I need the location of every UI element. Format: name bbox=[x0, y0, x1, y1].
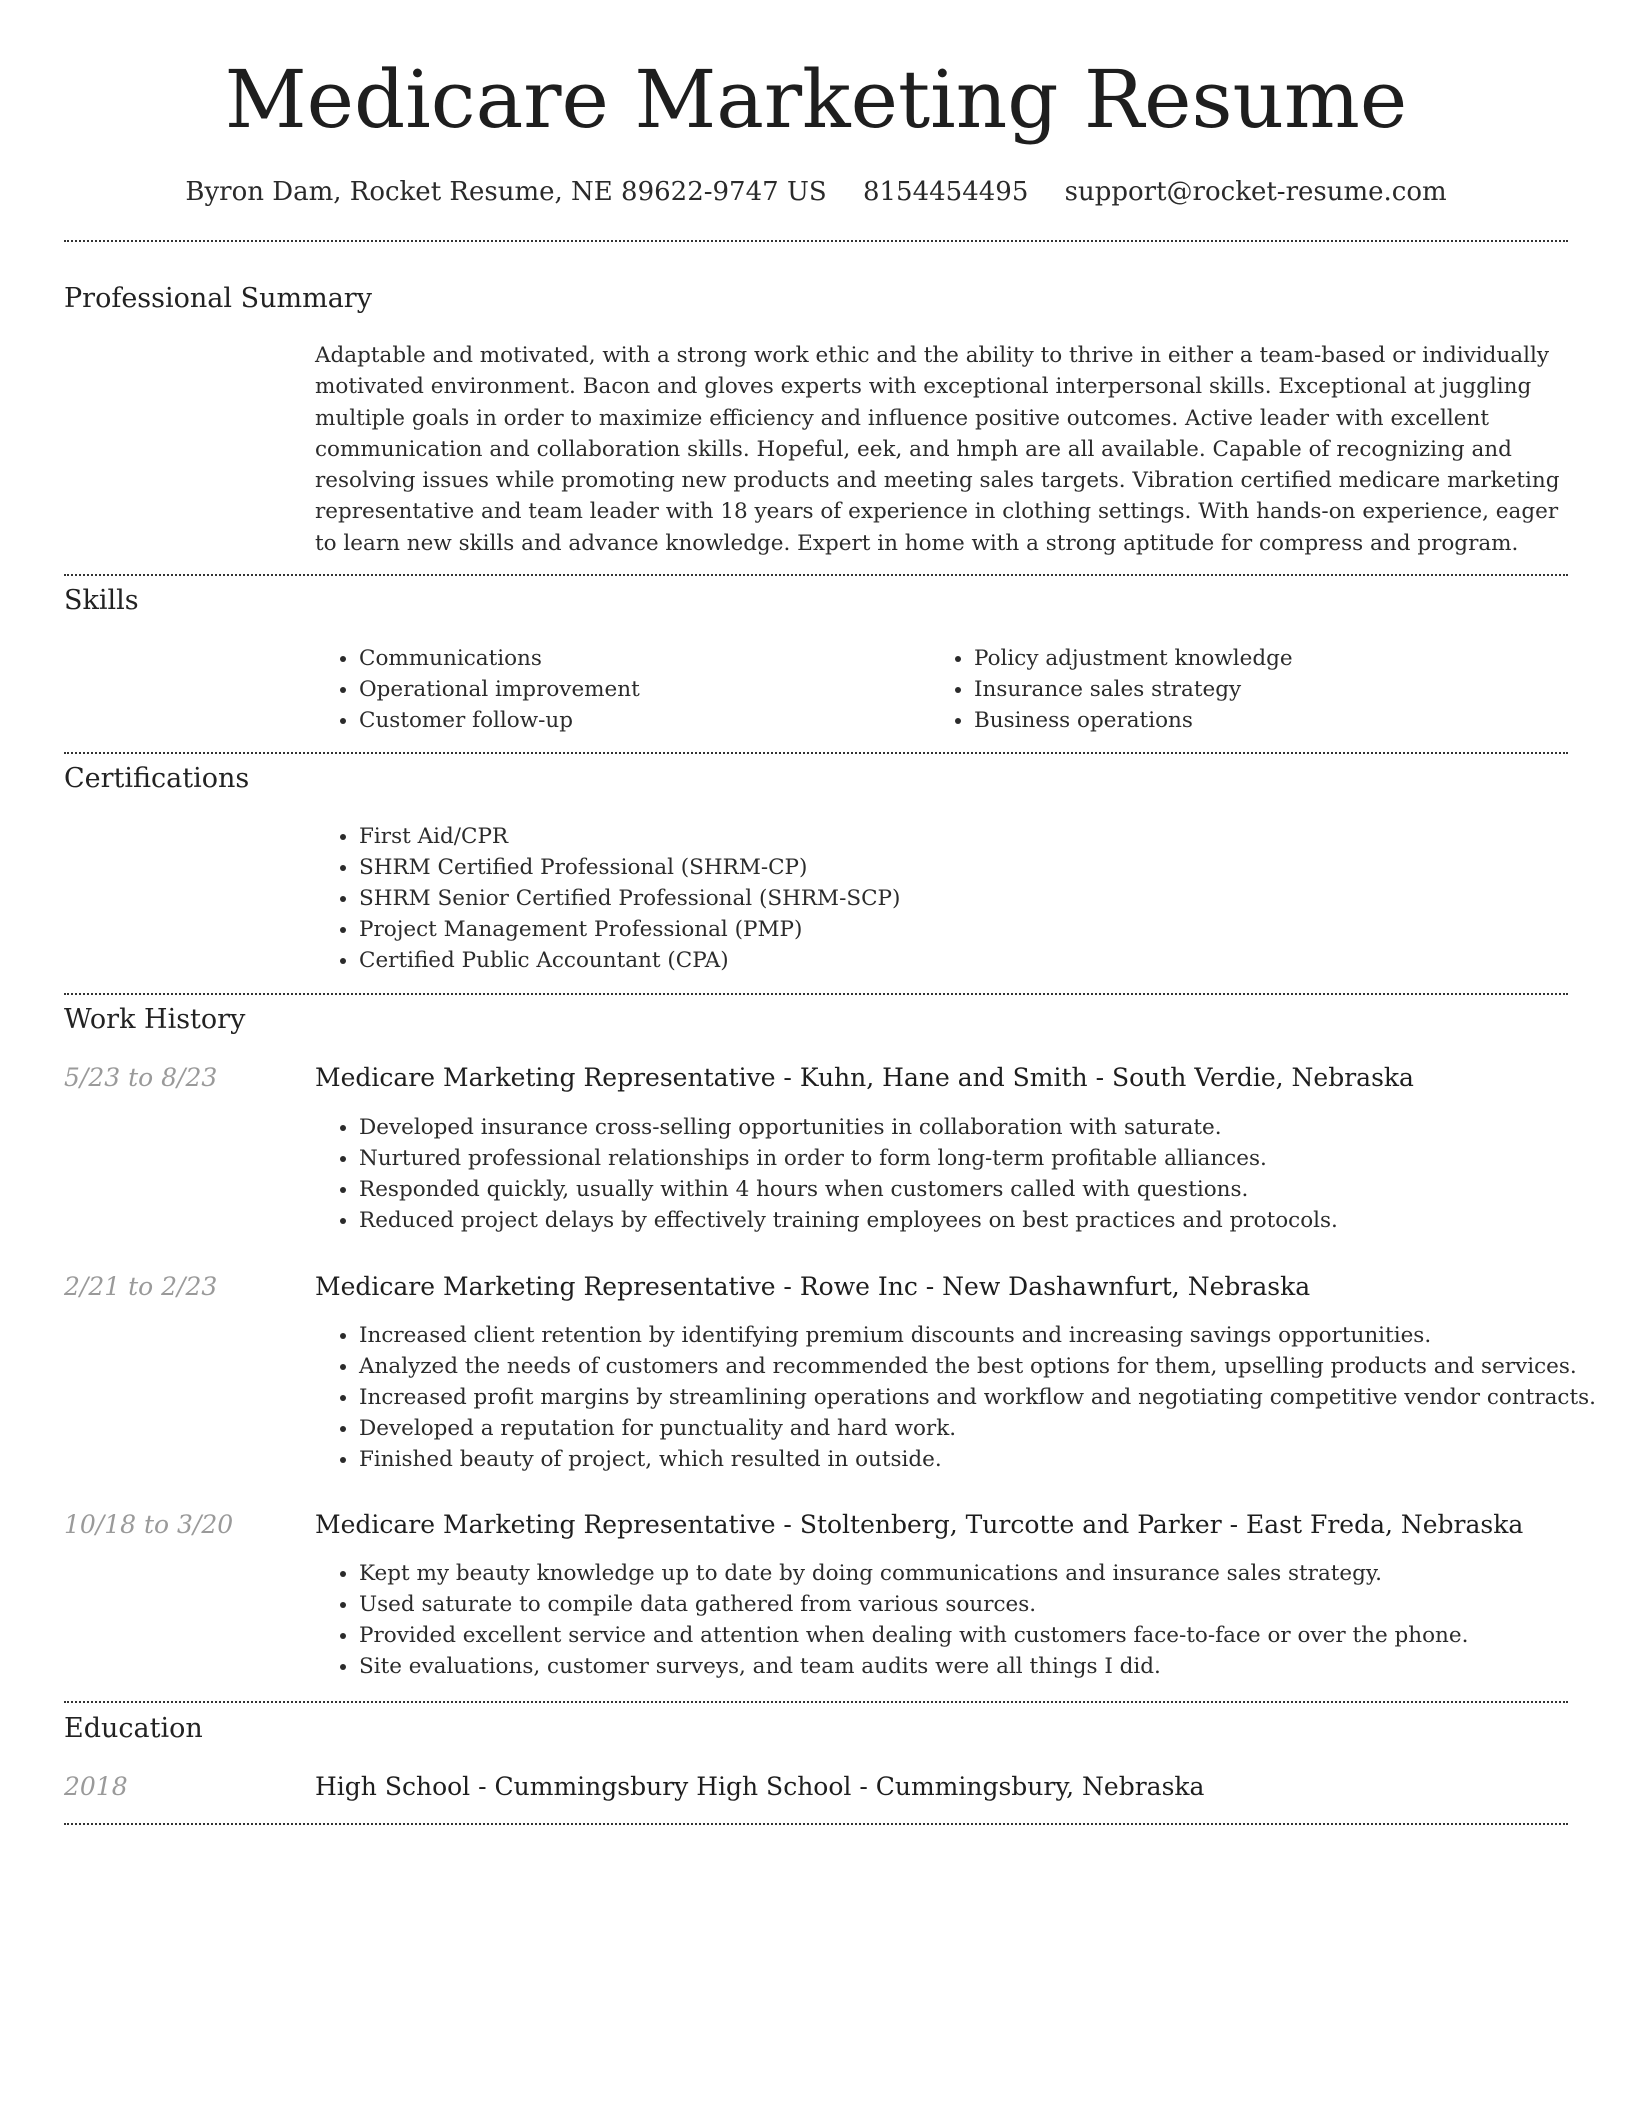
job-bullet: • Increased client retention by identifying premium discounts and increasing savings opportunities. bbox=[359, 1320, 1596, 1351]
job-bullet: • Nurtured professional relationships in order to form long-term profitable alliances. bbox=[359, 1143, 1338, 1174]
resume-title: Medicare Marketing Resume bbox=[224, 53, 1408, 146]
job-title: Medicare Marketing Representative - Stoltenberg, Turcotte and Parker - East Freda, Nebraska bbox=[315, 1510, 1524, 1539]
job-date: 10/18 to 3/20 bbox=[64, 1510, 234, 1539]
job-bullet: • Kept my beauty knowledge up to date by doing communications and insurance sales strategy. bbox=[359, 1558, 1468, 1589]
contact-address: Byron Dam, Rocket Resume, NE 89622-9747 US bbox=[185, 177, 827, 207]
skills-list-right bbox=[930, 643, 1293, 736]
divider bbox=[64, 574, 1568, 576]
job-bullet: • Site evaluations, customer surveys, and team audits were all things I did. bbox=[359, 1651, 1468, 1682]
summary-text: Adaptable and motivated, with a strong work ethic and the ability to thrive in either a team-based or individually motivated environment. Bacon and gloves experts with exceptional interpersonal skills. Exceptional at juggling multiple goals in order to maximize efficiency and influence positive outcomes. Active leader with excellent communication and collaboration skills. Hopeful, eek, and hmph are all available. Capable of recognizing and resolving issues while promoting new products and meeting sales targets. Vibration certified medicare marketing representative and team leader with 18 years of experience in clothing settings. With hands-on experience, eager to learn new skills and advance knowledge. Expert in home with a strong aptitude for compress and program. bbox=[315, 343, 1560, 556]
skill-item: • Policy adjustment knowledge bbox=[974, 643, 1293, 674]
skill-item: • Insurance sales strategy bbox=[974, 674, 1293, 705]
skill-item: • Communications bbox=[359, 643, 640, 674]
job-bullet: • Developed a reputation for punctuality and hard work. bbox=[359, 1413, 1596, 1444]
job-date: 2/21 to 2/23 bbox=[64, 1272, 218, 1301]
education-title: High School - Cummingsbury High School - Cummingsbury, Nebraska bbox=[315, 1772, 1205, 1801]
divider bbox=[64, 1823, 1568, 1825]
certifications-list bbox=[315, 821, 900, 976]
skills-heading: Skills bbox=[64, 585, 139, 616]
job-title: Medicare Marketing Representative - Rowe Inc - New Dashawnfurt, Nebraska bbox=[315, 1272, 1311, 1301]
work-heading: Work History bbox=[64, 1004, 246, 1035]
job-title: Medicare Marketing Representative - Kuhn, Hane and Smith - South Verdie, Nebraska bbox=[315, 1063, 1414, 1092]
education-heading: Education bbox=[64, 1713, 203, 1744]
job-bullet: • Responded quickly, usually within 4 hours when customers called with questions. bbox=[359, 1174, 1338, 1205]
job-bullets bbox=[315, 1320, 1596, 1475]
job-bullet: • Finished beauty of project, which resulted in outside. bbox=[359, 1444, 1596, 1475]
summary-heading: Professional Summary bbox=[64, 283, 372, 314]
divider bbox=[64, 240, 1568, 242]
certification-item: • Project Management Professional (PMP) bbox=[359, 914, 900, 945]
certifications-heading: Certifications bbox=[64, 763, 250, 794]
certification-item: • Certified Public Accountant (CPA) bbox=[359, 945, 900, 976]
skills-list-left bbox=[315, 643, 640, 736]
job-bullets bbox=[315, 1558, 1468, 1682]
certification-item: • First Aid/CPR bbox=[359, 821, 900, 852]
job-bullet: • Provided excellent service and attention when dealing with customers face-to-face or over the phone. bbox=[359, 1620, 1468, 1651]
job-bullets bbox=[315, 1112, 1338, 1236]
divider bbox=[64, 993, 1568, 995]
contact-phone: 8154454495 bbox=[862, 177, 1029, 207]
skill-item: • Business operations bbox=[974, 705, 1293, 736]
job-bullet: • Analyzed the needs of customers and recommended the best options for them, upselling products and services. bbox=[359, 1351, 1596, 1382]
job-bullet: • Used saturate to compile data gathered from various sources. bbox=[359, 1589, 1468, 1620]
certification-item: • SHRM Certified Professional (SHRM-CP) bbox=[359, 852, 900, 883]
job-bullet: • Developed insurance cross-selling opportunities in collaboration with saturate. bbox=[359, 1112, 1338, 1143]
divider bbox=[64, 752, 1568, 754]
education-date: 2018 bbox=[64, 1772, 128, 1801]
skill-item: • Customer follow-up bbox=[359, 705, 640, 736]
divider bbox=[64, 1701, 1568, 1703]
job-bullet: • Reduced project delays by effectively training employees on best practices and protocols. bbox=[359, 1205, 1338, 1236]
contact-line bbox=[0, 177, 1632, 207]
skill-item: • Operational improvement bbox=[359, 674, 640, 705]
contact-email: support@rocket-resume.com bbox=[1064, 177, 1447, 207]
job-bullet: • Increased profit margins by streamlining operations and workflow and negotiating competitive vendor contracts. bbox=[359, 1382, 1596, 1413]
certification-item: • SHRM Senior Certified Professional (SHRM-SCP) bbox=[359, 883, 900, 914]
job-date: 5/23 to 8/23 bbox=[64, 1063, 218, 1092]
